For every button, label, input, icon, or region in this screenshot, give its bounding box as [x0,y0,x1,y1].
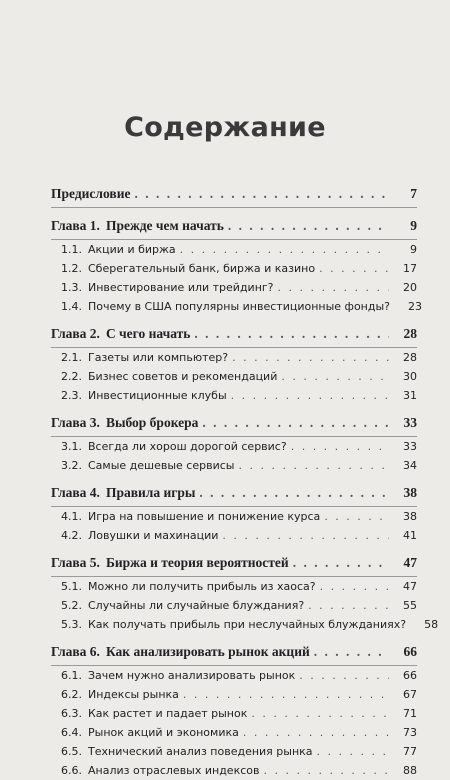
chapter-label [51,215,224,237]
dot-leader [232,348,389,367]
dot-leader [238,456,389,475]
toc-section-row [51,742,417,761]
section-page-number: 23 [408,300,422,313]
toc-chapter-row [51,183,417,205]
section-number: 6.5. [61,745,82,758]
section-number: 5.2. [61,599,82,612]
section-number: 4.1. [61,510,82,523]
toc-section-row [51,666,417,685]
section-number: 5.3. [61,618,82,631]
dot-leader [183,685,389,704]
chapter-page-number: 38 [403,485,417,500]
chapter-page-number: 28 [403,326,417,341]
dot-leader [278,278,389,297]
section-title: Анализ отраслевых индексов [88,764,260,777]
section-label [61,666,295,685]
chapter-page-number: 9 [410,218,417,233]
dot-leader [308,596,389,615]
section-number: 2.1. [61,351,82,364]
toc-section-row [51,723,417,742]
section-page-number: 9 [410,243,417,256]
chapter-divider [51,207,417,208]
toc-section-row [51,348,417,367]
section-title: Как получать прибыль при неслучайных блужданиях? [88,618,407,631]
dot-leader [317,742,389,761]
dot-leader [194,323,389,345]
chapter-number: Глава 2. [51,326,100,341]
dot-leader [263,761,389,780]
toc-section-row [51,507,417,526]
section-title: Игра на повышение и понижение курса [88,510,321,523]
dot-leader [320,577,389,596]
chapter-title: Предисловие [51,186,131,201]
section-number: 1.3. [61,281,82,294]
toc-chapter-row [51,215,417,237]
dot-leader [199,482,389,504]
dot-leader [231,386,389,405]
chapter-page-number: 47 [403,555,417,570]
section-label [61,386,227,405]
toc-section-row [51,367,417,386]
toc-chapter-row [51,641,417,663]
chapter-page-number: 7 [410,186,417,201]
section-label [61,615,406,634]
section-label [61,456,234,475]
section-number: 1.4. [61,300,82,313]
section-page-number: 31 [403,389,417,402]
toc-section-row [51,297,422,316]
page-title: Содержание [124,112,326,143]
chapter-label [51,482,195,504]
section-page-number: 34 [403,459,417,472]
section-title: Инвестирование или трейдинг? [88,281,274,294]
chapter-page-number: 33 [403,415,417,430]
section-page-number: 28 [403,351,417,364]
chapter-title: Как анализировать рынок акций [105,644,310,659]
toc-section-row [51,278,417,297]
toc-chapter-row [51,482,417,504]
dot-leader [293,552,389,574]
section-label [61,526,218,545]
toc-section-row [51,761,417,780]
chapter-number: Глава 1. [51,218,100,233]
section-number: 6.4. [61,726,82,739]
chapter-title: Выбор брокера [105,415,199,430]
chapter-number: Глава 6. [51,644,100,659]
dot-leader [319,259,389,278]
section-title: Случайны ли случайные блуждания? [88,599,305,612]
dot-leader [228,215,389,237]
section-number: 3.1. [61,440,82,453]
section-number: 4.2. [61,529,82,542]
section-page-number: 30 [403,370,417,383]
toc-section-row [51,456,417,475]
section-title: Инвестиционные клубы [88,389,227,402]
section-page-number: 20 [403,281,417,294]
chapter-label [51,552,289,574]
toc-section-row [51,685,417,704]
section-page-number: 67 [403,688,417,701]
section-number: 6.3. [61,707,82,720]
section-page-number: 73 [403,726,417,739]
toc-chapter-row [51,552,417,574]
section-page-number: 17 [403,262,417,275]
section-label [61,761,259,780]
section-label [61,507,320,526]
chapter-title: Биржа и теория вероятностей [105,555,289,570]
section-label [61,742,313,761]
table-of-contents [51,183,439,780]
section-label [61,367,277,386]
section-title: Зачем нужно анализировать рынок [88,669,296,682]
toc-chapter-row [51,323,417,345]
section-label [61,704,247,723]
section-number: 2.2. [61,370,82,383]
section-number: 6.2. [61,688,82,701]
section-title: Самые дешевые сервисы [88,459,235,472]
chapter-title: С чего начать [105,326,191,341]
dot-leader [202,412,389,434]
section-page-number: 58 [424,618,439,631]
dot-leader [291,437,389,456]
section-title: Ловушки и махинации [88,529,219,542]
section-label [61,596,304,615]
section-title: Сберегательный банк, биржа и казино [88,262,316,275]
section-number: 2.3. [61,389,82,402]
section-page-number: 33 [403,440,417,453]
section-label [61,437,287,456]
section-title: Акции и биржа [88,243,176,256]
section-title: Бизнес советов и рекомендаций [88,370,278,383]
section-title: Всегда ли хорош дорогой сервис? [88,440,287,453]
section-page-number: 71 [403,707,417,720]
toc-chapter-row [51,412,417,434]
dot-leader [281,367,389,386]
section-title: Технический анализ поведения рынка [88,745,313,758]
section-title: Можно ли получить прибыль из хаоса? [88,580,316,593]
toc-section-row [51,259,417,278]
section-number: 1.1. [61,243,82,256]
section-title: Почему в США популярны инвестиционные фонды? [88,300,390,313]
dot-leader [222,526,389,545]
chapter-label [51,412,198,434]
section-label [61,259,315,278]
section-page-number: 88 [403,764,417,777]
section-number: 5.1. [61,580,82,593]
dot-leader [251,704,389,723]
toc-section-row [51,704,417,723]
chapter-number: Глава 4. [51,485,100,500]
section-title: Газеты или компьютер? [88,351,229,364]
dot-leader [324,507,389,526]
toc-section-row [51,437,417,456]
dot-leader [314,641,389,663]
section-number: 1.2. [61,262,82,275]
section-label [61,577,316,596]
chapter-number: Глава 3. [51,415,100,430]
toc-section-row [51,615,439,634]
section-page-number: 55 [403,599,417,612]
section-label [61,240,176,259]
section-label [61,297,390,316]
section-label [61,278,274,297]
dot-leader [243,723,389,742]
dot-leader [299,666,389,685]
chapter-label [51,183,130,205]
dot-leader [180,240,389,259]
chapter-title: Правила игры [105,485,196,500]
section-label [61,723,239,742]
section-page-number: 41 [403,529,417,542]
section-title: Как растет и падает рынок [88,707,248,720]
section-label [61,685,179,704]
section-title: Индексы рынка [88,688,179,701]
toc-section-row [51,386,417,405]
section-page-number: 47 [403,580,417,593]
toc-section-row [51,577,417,596]
chapter-label [51,641,310,663]
toc-section-row [51,596,417,615]
section-page-number: 66 [403,669,417,682]
section-number: 6.1. [61,669,82,682]
section-number: 6.6. [61,764,82,777]
section-page-number: 38 [403,510,417,523]
section-label [61,348,228,367]
section-number: 3.2. [61,459,82,472]
toc-section-row [51,526,417,545]
chapter-page-number: 66 [403,644,417,659]
toc-section-row [51,240,417,259]
section-title: Рынок акций и экономика [88,726,239,739]
section-page-number: 77 [403,745,417,758]
chapter-label [51,323,190,345]
dot-leader [134,183,389,205]
chapter-number: Глава 5. [51,555,100,570]
chapter-title: Прежде чем начать [105,218,224,233]
